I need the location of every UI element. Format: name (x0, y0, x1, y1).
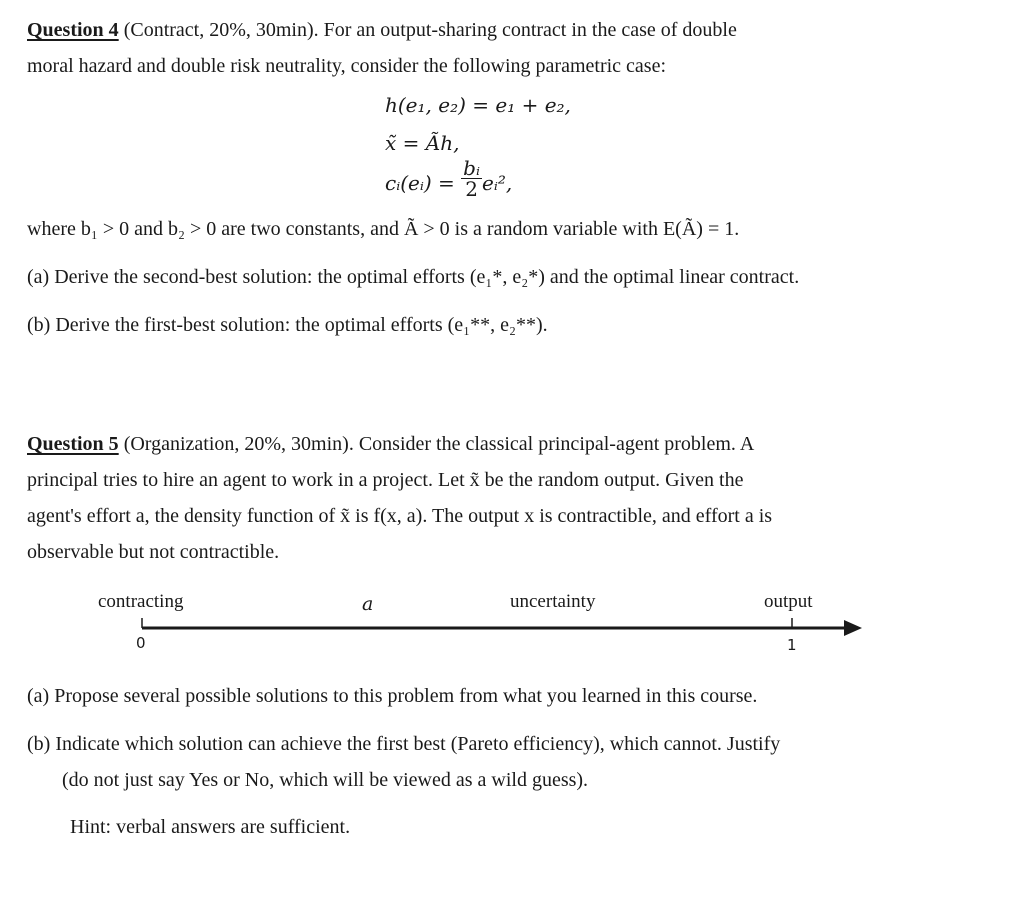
q5-line1 (27, 433, 754, 456)
q4-intro-line2: moral hazard and double risk neutrality, consider the following parametric case: (27, 55, 667, 77)
q4-cost-fraction (461, 158, 482, 199)
q4-equation-x: x̃ = Ãh, (385, 131, 460, 155)
q5-line4: observable but not contractible. (27, 541, 280, 563)
q4-title: Question 4 (27, 19, 119, 41)
q4-where-line: where b₁ > 0 and b₂ > 0 are two constants, and Ã > 0 is a random variable with E(Ã) = 1. (27, 218, 740, 240)
q5-line3: agent's effort a, the density function of x̃ is f(x, a). The output x is contractible, and effort a is (27, 505, 773, 527)
q4-part-a: (a) Derive the second-best solution: the optimal efforts (e₁*, e₂*) and the optimal linear contract. (27, 266, 800, 288)
q5-part-b-line2: (do not just say Yes or No, which will be viewed as a wild guess). (62, 769, 589, 791)
q5-part-b-line1: (b) Indicate which solution can achieve the first best (Pareto efficiency), which cannot. Justify (27, 733, 781, 755)
q4-line1 (27, 19, 737, 42)
q5-part-a: (a) Propose several possible solutions to this problem from what you learned in this course. (27, 685, 758, 707)
timeline-label-contracting: contracting (98, 591, 184, 612)
timeline-end-tick-label: 1 (787, 636, 797, 654)
q4-cost-lhs: cᵢ(eᵢ) = (385, 171, 462, 195)
q5-hint: Hint: verbal answers are sufficient. (70, 816, 351, 838)
q5-intro-line1: (Organization, 20%, 30min). Consider the classical principal-agent problem. A (118, 433, 755, 455)
q4-cost-rhs: eᵢ², (482, 171, 513, 195)
q5-line2: principal tries to hire an agent to work in a project. Let x̃ be the random output. Given the (27, 469, 744, 491)
q4-cost-numerator: bᵢ (463, 156, 480, 180)
timeline-arrowhead (844, 620, 862, 636)
timeline-label-output: output (764, 591, 813, 612)
timeline-label-effort: a (362, 593, 374, 615)
timeline-axis (120, 612, 880, 642)
q5-title: Question 5 (27, 433, 119, 455)
timeline-start-tick-label: 0 (136, 634, 146, 652)
timeline-label-uncertainty: uncertainty (510, 591, 596, 612)
q4-cost-denominator: 2 (465, 177, 478, 201)
q4-part-b: (b) Derive the first-best solution: the optimal efforts (e₁**, e₂**). (27, 314, 548, 336)
q4-equation-cost (385, 156, 513, 201)
q4-equation-h: h(e₁, e₂) = e₁ + e₂, (385, 93, 571, 117)
q4-intro-line1: (Contract, 20%, 30min). For an output-sharing contract in the case of double (118, 19, 737, 41)
